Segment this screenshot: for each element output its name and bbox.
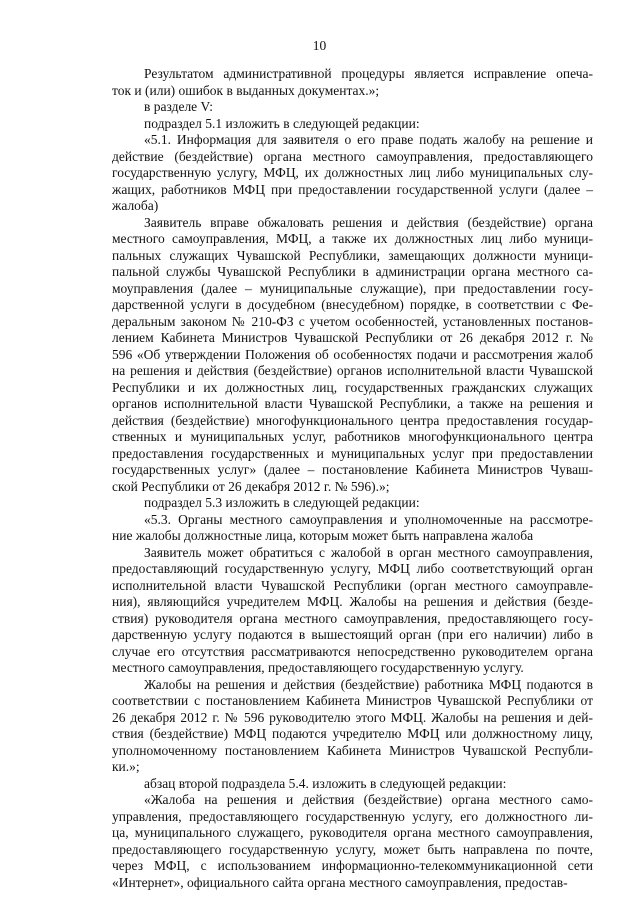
text-line: Заявитель может обратиться с жалобой в орган местного самоуправления,	[144, 544, 593, 560]
text-line: жалоба)	[112, 198, 159, 213]
text-line: «5.3. Органы местного самоуправления и уполномоченные на рассмотре-	[144, 511, 593, 527]
text-line: местного самоуправления, предоставляющего государственную услугу.	[112, 660, 524, 675]
paragraph-p8	[112, 545, 593, 677]
text-line: жащих, работников МФЦ при предоставлении государственной услуги (далее –	[112, 181, 593, 197]
text-line: исполнительной власти Чувашской Республики (орган местного самоуправле-	[112, 577, 593, 593]
paragraph-p5	[112, 215, 593, 496]
text-line: «Жалоба на решения и действия (бездействие) органа местного само-	[144, 792, 593, 807]
paragraph-p2	[112, 99, 593, 116]
text-line: дарственную услугу подаются в вышестоящий орган (при его наличии) либо в	[112, 627, 593, 642]
text-line: соответствии с постановлением Кабинета Министров Чувашской Республики от	[112, 693, 593, 708]
text-line: дарственной услуги в досудебном (внесудебном) порядке, в соответствии с Фе-	[112, 297, 593, 312]
text-line: ской Республики от 26 декабря 2012 г. № 596).»;	[112, 478, 390, 494]
text-line: предоставления государственных и муниципальных услуг при предоставлении	[112, 445, 593, 461]
text-line: государственных услуг» (далее – постановление Кабинета Министров Чуваш-	[112, 462, 593, 477]
text-line: ток и (или) ошибок в выданных документах.»;	[112, 82, 380, 98]
text-line: ца, муниципального служащего, руководителя органа местного самоуправления,	[112, 825, 593, 840]
text-line: «Интернет», официального сайта органа местного самоуправления, предостав-	[112, 874, 568, 890]
text-line: ние жалобы должностные лица, которым может быть направлена жалоба	[112, 528, 534, 543]
text-line: ствия) руководителя органа местного самоуправления, предоставляющего госу-	[112, 610, 593, 626]
paragraph-p3	[112, 116, 593, 133]
text-line: лением Кабинета Министров Чувашской Республики от 26 декабря 2012 г. №	[112, 330, 593, 345]
text-line: органов исполнительной власти Чувашской Республики, а также на решения и	[112, 396, 593, 411]
document-body	[112, 66, 593, 891]
text-line: подраздел 5.3 изложить в следующей редакции:	[144, 495, 420, 510]
text-line: Результатом административной процедуры является исправление опеча-	[144, 66, 593, 81]
text-line: «5.1. Информация для заявителя о его праве подать жалобу на решение и	[144, 132, 593, 147]
text-line: ния), являющийся учредителем МФЦ. Жалобы на решения и действия (безде-	[112, 594, 593, 609]
paragraph-p11	[112, 792, 593, 891]
text-line: управления, предоставляющего государственную услугу, его должностного ли-	[112, 808, 593, 824]
paragraph-p1	[112, 66, 593, 99]
text-line: действие (бездействие) органа местного самоуправления, предоставляющего	[112, 148, 593, 164]
paragraph-p10	[112, 776, 593, 793]
text-line: уполномоченному постановлением Кабинета Министров Чувашской Республи-	[112, 742, 593, 758]
text-line: Республики и их должностных лиц, государственных гражданских служащих	[112, 379, 593, 395]
paragraph-p9	[112, 677, 593, 776]
text-line: пальной службы Чувашской Республики в администрации органа местного са-	[112, 264, 593, 279]
text-line: предоставляющего государственную услугу, может быть направлена по почте,	[112, 841, 593, 857]
text-line: действия (бездействие) многофункционального центра предоставления государ-	[112, 412, 593, 428]
text-line: ствия (бездействие) МФЦ подаются учредителю МФЦ или должностному лицу,	[112, 726, 593, 741]
text-line: ки.»;	[112, 759, 140, 774]
text-line: предоставляющий государственную услугу, МФЦ либо соответствующий орган	[112, 561, 593, 576]
text-line: абзац второй подраздела 5.4. изложить в следующей редакции:	[144, 775, 507, 791]
text-line: местного самоуправления, МФЦ, а также их должностных лиц либо муници-	[112, 231, 593, 246]
text-line: ственных и муниципальных услуг, работников многофункционального центра	[112, 429, 593, 444]
text-line: через МФЦ, с использованием информационно-телекоммуникационной сети	[112, 858, 593, 873]
text-line: на решения и действия (бездействие) органов исполнительной власти Чувашской	[112, 363, 593, 378]
paragraph-p7	[112, 512, 593, 545]
text-line: пальных служащих Чувашской Республики, замещающих должности муници-	[112, 247, 593, 263]
text-line: 596 «Об утверждении Положения об особенностях подачи и рассмотрения жалоб	[112, 346, 593, 362]
text-line: Жалобы на решения и действия (бездействие) работника МФЦ подаются в	[144, 676, 593, 692]
text-line: деральным законом № 210-ФЗ с учетом особенностей, установленных постанов-	[112, 313, 593, 329]
text-line: государственную услугу, МФЦ, их должностных лиц либо муниципальных слу-	[112, 165, 593, 180]
text-line: 26 декабря 2012 г. № 596 руководителю этого МФЦ. Жалобы на решения и дей-	[112, 709, 593, 725]
text-line: моуправления (далее – муниципальные служащие), при предоставлении госу-	[112, 280, 593, 296]
paragraph-p4	[112, 132, 593, 215]
paragraph-p6	[112, 495, 593, 512]
text-line: подраздел 5.1 изложить в следующей редакции:	[144, 115, 420, 131]
text-line: случае его отсутствия рассматриваются непосредственно руководителем органа	[112, 643, 593, 659]
page-number: 10	[312, 38, 327, 53]
text-line: в разделе V:	[144, 99, 214, 114]
text-line: Заявитель вправе обжаловать решения и действия (бездействие) органа	[144, 214, 593, 230]
